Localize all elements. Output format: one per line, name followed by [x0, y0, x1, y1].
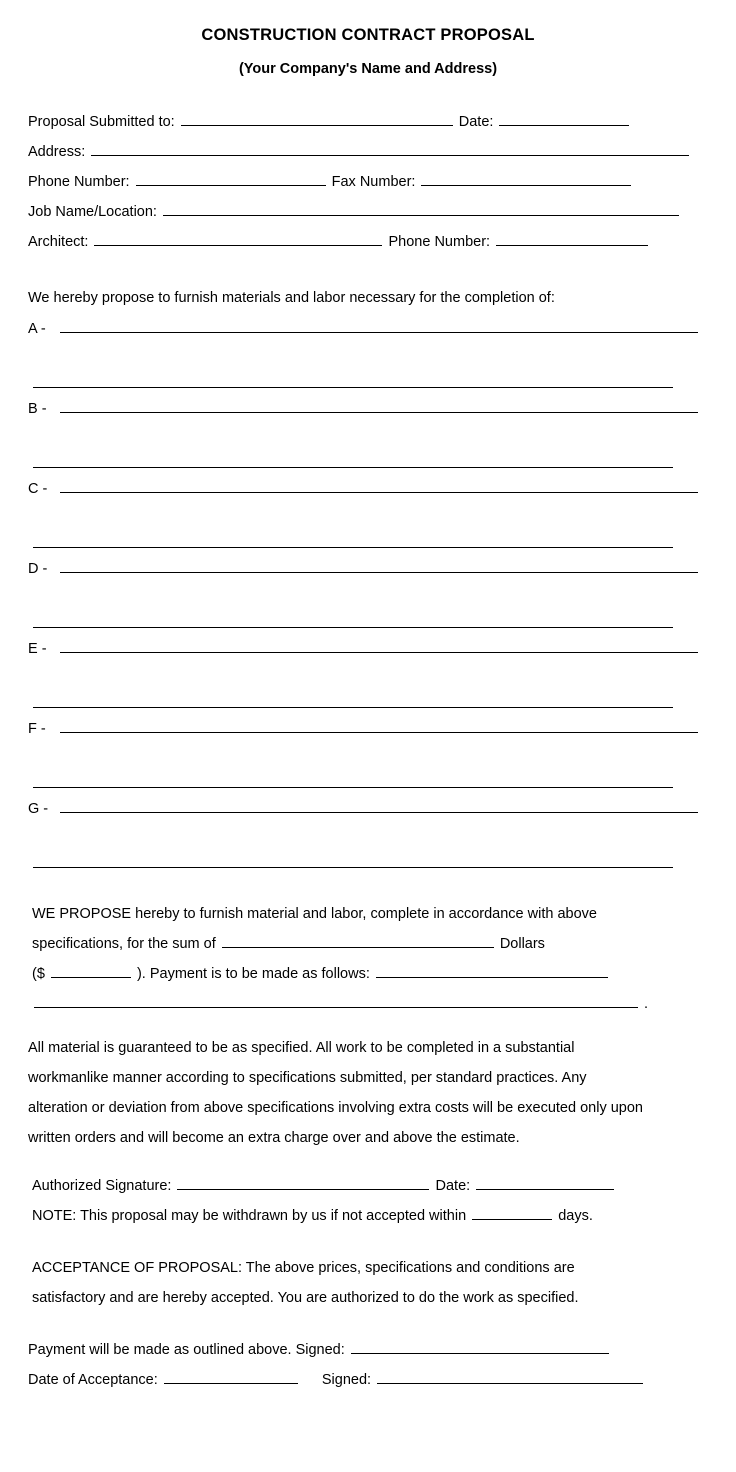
input-withdrawal-days[interactable] [472, 1204, 552, 1220]
label-authorized-signature: Authorized Signature: [32, 1178, 172, 1194]
input-architect-phone-number[interactable] [496, 230, 648, 246]
label-date: Date: [458, 114, 494, 130]
label-architect: Architect: [28, 234, 89, 250]
item-continuation-line [28, 373, 708, 393]
input-signed[interactable] [377, 1368, 643, 1384]
item-input-line[interactable] [60, 398, 698, 413]
label-withdrawal-note: NOTE: This proposal may be withdrawn by us if not accepted within [32, 1208, 467, 1224]
input-payment-signed[interactable] [351, 1338, 609, 1354]
label-date-of-acceptance: Date of Acceptance: [28, 1372, 158, 1388]
input-address[interactable] [91, 140, 689, 156]
propose-payment-label: ). Payment is to be made as follows: [136, 966, 370, 982]
acceptance-block [28, 1253, 708, 1313]
item-label: D - [28, 561, 48, 577]
item-label: G - [28, 801, 49, 817]
acceptance-signature-block [28, 1335, 708, 1395]
row-job-name-location [28, 197, 708, 227]
item-input-line[interactable] [33, 613, 673, 628]
item-input-line[interactable] [33, 453, 673, 468]
label-address: Address: [28, 144, 86, 160]
label-signature-date: Date: [435, 1178, 471, 1194]
terms-block [28, 1033, 708, 1153]
item-input-line[interactable] [60, 718, 698, 733]
item-input-line[interactable] [60, 558, 698, 573]
label-withdrawal-days-suffix: days. [558, 1208, 593, 1224]
item-continuation-line [28, 533, 708, 553]
item-continuation-line [28, 693, 708, 713]
item-row [28, 715, 708, 743]
item-label: C - [28, 481, 48, 497]
input-authorized-signature[interactable] [177, 1174, 429, 1190]
item-label: A - [28, 321, 46, 337]
row-proposal-submitted-to [28, 107, 708, 137]
input-payment-terms[interactable] [376, 962, 608, 978]
input-date[interactable] [499, 110, 629, 126]
propose-block [28, 899, 708, 1019]
page-subtitle: (Your Company's Name and Address) [238, 61, 498, 77]
terms-line-4: written orders and will become an extra charge over and above the estimate. [28, 1130, 520, 1146]
propose-period: . [644, 996, 649, 1012]
propose-line-4 [32, 989, 708, 1019]
page-title: CONSTRUCTION CONTRACT PROPOSAL [201, 26, 535, 44]
label-phone-number: Phone Number: [28, 174, 130, 190]
item-label: E - [28, 641, 47, 657]
input-phone-number[interactable] [136, 170, 326, 186]
label-proposal-submitted-to: Proposal Submitted to: [28, 114, 175, 130]
input-payment-terms-continued[interactable] [34, 992, 638, 1008]
item-input-line[interactable] [33, 693, 673, 708]
acceptance-line-2: satisfactory and are hereby accepted. You are authorized to do the work as specified. [32, 1290, 579, 1306]
row-address [28, 137, 708, 167]
propose-dollar-prefix: ($ [32, 966, 45, 982]
row-withdrawal-note [32, 1201, 708, 1231]
label-architect-phone-number: Phone Number: [388, 234, 491, 250]
input-architect[interactable] [94, 230, 382, 246]
row-architect [28, 227, 708, 257]
item-continuation-line [28, 453, 708, 473]
item-row [28, 795, 708, 823]
propose-dollars-label: Dollars [499, 936, 545, 952]
item-label: B - [28, 401, 47, 417]
input-fax-number[interactable] [421, 170, 631, 186]
item-row [28, 635, 708, 663]
item-continuation-line [28, 773, 708, 793]
input-signature-date[interactable] [476, 1174, 614, 1190]
label-job-name-location: Job Name/Location: [28, 204, 157, 220]
propose-sum-label: specifications, for the sum of [32, 936, 216, 952]
item-continuation-line [28, 853, 708, 873]
proposal-intro-text: We hereby propose to furnish materials and labor necessary for the completion of: [28, 290, 555, 306]
propose-line-1: WE PROPOSE hereby to furnish material and labor, complete in accordance with above [32, 906, 597, 922]
input-sum-numeric[interactable] [51, 962, 131, 978]
input-proposal-submitted-to[interactable] [181, 110, 453, 126]
row-authorized-signature [32, 1171, 708, 1201]
item-input-line[interactable] [60, 798, 698, 813]
item-input-line[interactable] [60, 638, 698, 653]
item-input-line[interactable] [60, 318, 698, 333]
item-input-line[interactable] [33, 373, 673, 388]
item-row [28, 475, 708, 503]
title-block [28, 26, 708, 77]
item-input-line[interactable] [33, 773, 673, 788]
terms-line-2: workmanlike manner according to specifications submitted, per standard practices. Any [28, 1070, 587, 1086]
row-payment-signed [28, 1335, 708, 1365]
acceptance-line-1: ACCEPTANCE OF PROPOSAL: The above prices, specifications and conditions are [32, 1260, 575, 1276]
input-job-name-location[interactable] [163, 200, 679, 216]
item-input-line[interactable] [33, 853, 673, 868]
input-sum[interactable] [222, 932, 494, 948]
row-phone-fax [28, 167, 708, 197]
label-signed: Signed: [321, 1372, 372, 1388]
terms-line-3: alteration or deviation from above specifications involving extra costs will be executed only upon [28, 1100, 643, 1116]
signature-block [28, 1171, 708, 1231]
item-row [28, 315, 708, 343]
item-input-line[interactable] [60, 478, 698, 493]
propose-line-2 [32, 929, 708, 959]
item-continuation-line [28, 613, 708, 633]
item-row [28, 555, 708, 583]
input-date-of-acceptance[interactable] [164, 1368, 298, 1384]
item-input-line[interactable] [33, 533, 673, 548]
label-fax-number: Fax Number: [331, 174, 416, 190]
item-label: F - [28, 721, 46, 737]
propose-line-3 [32, 959, 708, 989]
label-payment-signed: Payment will be made as outlined above. Signed: [28, 1342, 345, 1358]
item-row [28, 395, 708, 423]
row-date-of-acceptance [28, 1365, 708, 1395]
terms-line-1: All material is guaranteed to be as specified. All work to be completed in a substantial [28, 1040, 575, 1056]
